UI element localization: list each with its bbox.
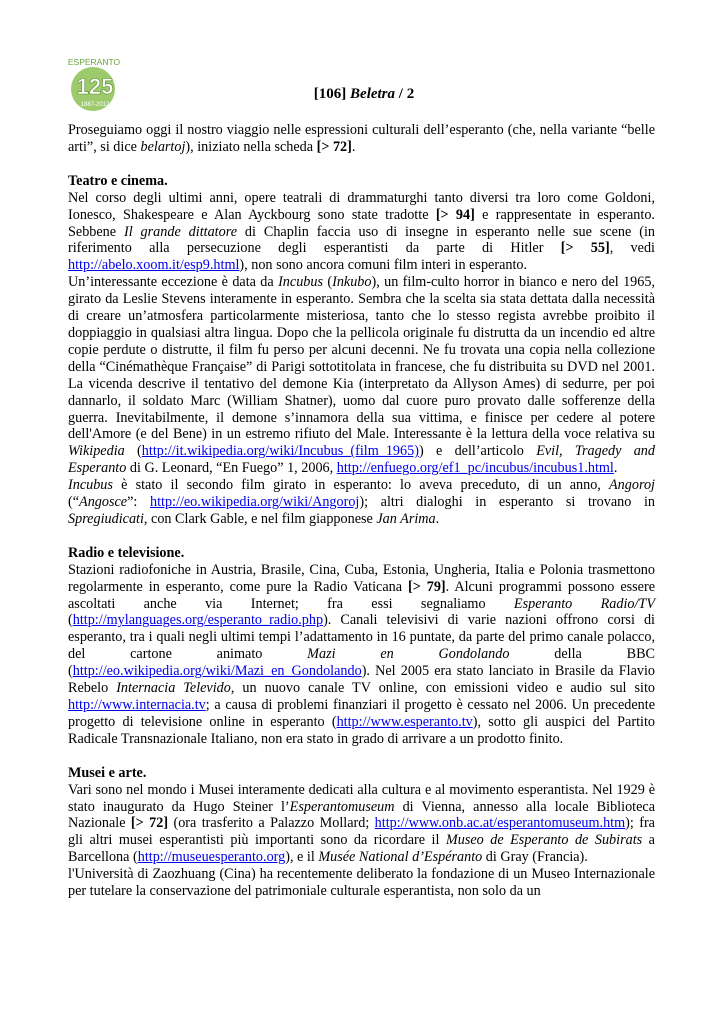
section-heading-teatro: Teatro e cinema. (68, 172, 168, 189)
teatro-paragraph-1: Nel corso degli ultimi anni, opere teatrali di drammaturghi tanto diversi tra loro come Goldoni, Ionesco, Shakespeare e Alan Ayckbourg sono state tradotte [> 94] e rappresentate in esperanto. Sebbene Il grande dittatore di Chaplin faccia uso di insegne in esperanto nelle sue scene (in riferimento alla persecuzione degli esperantisti da parte di Hitler [> 55], vedi http://abelo.xoom.it/esp9.html), non sono ancora comuni film interi in esperanto. (68, 189, 655, 274)
document-title: [106] Beletra / 2 (313, 86, 415, 102)
section-heading-musei: Musei e arte. (68, 764, 147, 781)
logo-years: 1887-2012 (80, 102, 110, 108)
teatro-paragraph-2: Un’interessante eccezione è data da Incubus (Inkubo), un film-culto horror in bianco e nero del 1965, girato da Leslie Stevens interamente in esperanto. Sembra che la scelta sia stata dettata dalla necessità di creare un’atmosfera particolarmente misteriosa, tanto che lo stesso regista avrebbe proibito il doppiaggio in qualsiasi altra lingua. Dopo che la pellicola originale fu distrutta da un incendio ed altre copie perdute o distrutte, il film fu perso per alcuni decenni. Ne fu trovata una copia nella collezione della “Cinémathèque Française” di Parigi sottotitolata in francese, che fu distribuita su DVD nel 2001. La vicenda descrive il tentativo del demone Kia (interpretato da Allyson Ames) di sedurre, per poi dannarlo, il soldato Marc (William Shatner), uomo dal cuore puro provato dalle sofferenze della guerra. Inevitabilmente, il demone s’innamora della sua vittima, e finisce per cedere al potere dell'Amore (e del Bene) in un estremo rifiuto del Male. Interessante è la lettura della voce relativa su Wikipedia (http://it.wikipedia.org/wiki/Incubus_(film_1965)) e dell’articolo Evil, Tragedy and Esperanto di G. Leonard, “En Fuego” 1, 2006, http://enfuego.org/ef1_pc/incubus/incubus1.html. (68, 274, 656, 477)
link-wikipedia-mazi[interactable]: http://eo.wikipedia.org/wiki/Mazi_en_Gondolando (72, 663, 362, 680)
link-esperanto-tv[interactable]: http://www.esperanto.tv (336, 713, 473, 730)
link-enfuego[interactable]: http://enfuego.org/ef1_pc/incubus/incubus1.html (336, 460, 614, 477)
link-internacia-tv[interactable]: http://www.internacia.tv (68, 697, 206, 713)
link-mylanguages[interactable]: http://mylanguages.org/esperanto_radio.php (72, 612, 324, 629)
intro-paragraph: Proseguiamo oggi il nostro viaggio nelle espressioni culturali dell’esperanto (che, nella variante “belle arti”, si dice belartoj), iniziato nella scheda [> 72]. (68, 122, 655, 155)
esperanto-125-logo (66, 56, 122, 114)
link-abelo[interactable]: http://abelo.xoom.it/esp9.html (68, 257, 240, 274)
document-body (68, 122, 655, 900)
logo-number: 125 (76, 74, 114, 99)
radio-paragraph-1: Stazioni radiofoniche in Austria, Brasile, Cina, Cuba, Estonia, Ungheria, Italia e Polonia trasmettono regolarmente in esperanto, come pure la Radio Vaticana [> 79]. Alcuni programmi possono essere ascoltati anche via Internet; fra essi segnaliamo Esperanto Radio/TV (http://mylanguages.org/esperanto_radio.php). Canali televisivi di varie nazioni offrono corsi di esperanto, tra i quali negli ultimi tempi l’adattamento in 16 puntate, da parte del primo canale polacco, del cartone animato Mazi en Gondolando della BBC (http://eo.wikipedia.org/wiki/Mazi_en_Gondolando). Nel 2005 era stato lanciato in Brasile da Flavio Rebelo Internacia Televido, un nuovo canale TV online, con emissioni video e audio sul sito http://www.internacia.tv; a causa di problemi finanziari il progetto è cessato nel 2006. Un precedente progetto di televisione online in esperanto (http://www.esperanto.tv), sotto gli auspici del Partito Radicale Transnazionale Italiano, non era stato in grado di arrivare a un prodotto finito. (68, 561, 655, 747)
musei-paragraph-1: Vari sono nel mondo i Musei interamente dedicati alla cultura e al movimento esperantista. Nel 1929 è stato inaugurato da Hugo Steiner l’Esperantomuseum di Vienna, annesso alla locale Biblioteca Nazionale [> 72] (ora trasferito a Palazzo Mollard; http://www.onb.ac.at/esperantomuseum.htm); fra gli altri musei esperantisti più importanti sono da ricordare il Museo de Esperanto de Subirats a Barcellona (http://museuesperanto.org), e il Musée National d’Espéranto di Gray (Francia). (68, 781, 655, 866)
link-onb[interactable]: http://www.onb.ac.at/esperantomuseum.htm (374, 815, 626, 832)
logo-text: ESPERANTO (67, 57, 121, 67)
section-heading-radio: Radio e televisione. (68, 544, 185, 561)
teatro-paragraph-3: Incubus è stato il secondo film girato in esperanto: lo aveva preceduto, di un anno, Angoroj (“Angosce”: http://eo.wikipedia.org/wiki/Angoroj); altri dialoghi in esperanto si trovano in Spregiudicati, con Clark Gable, e nel film giapponese Jan Arima. (68, 477, 655, 527)
link-museuesperanto[interactable]: http://museuesperanto.org (137, 849, 286, 866)
link-wikipedia-incubus[interactable]: http://it.wikipedia.org/wiki/Incubus_(film_1965) (141, 443, 419, 460)
link-wikipedia-angoroj[interactable]: http://eo.wikipedia.org/wiki/Angoroj (149, 494, 360, 511)
musei-paragraph-2: l'Università di Zaozhuang (Cina) ha recentemente deliberato la fondazione di un Museo Internazionale per tutelare la conservazione del patrimoniale culturale esperantista, non solo da un (68, 866, 655, 900)
